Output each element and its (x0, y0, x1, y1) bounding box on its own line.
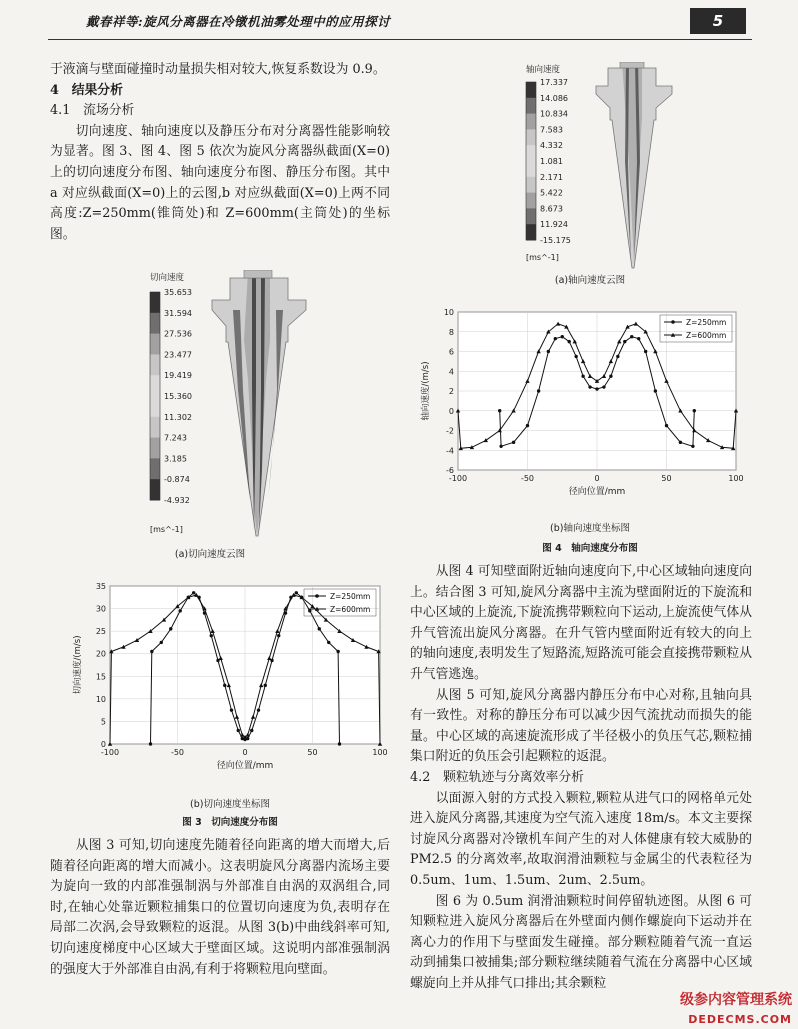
page-header (0, 0, 798, 44)
data-point (318, 627, 321, 630)
colorbar-band (526, 98, 536, 114)
colorbar-band (526, 208, 536, 224)
data-point (693, 409, 696, 412)
y-tick-label: 0 (100, 740, 106, 749)
page-number: 5 (690, 8, 746, 34)
subsection-heading-particle: 4.2 颗粒轨迹与分离效率分析 (410, 769, 584, 785)
y-tick-label: -4 (446, 446, 454, 456)
data-point (499, 445, 502, 448)
data-point (223, 684, 226, 687)
y-tick-label: 15 (95, 672, 106, 682)
watermark-logo-text: 级参内容管理系统 (680, 992, 792, 1008)
x-tick-label: 0 (594, 474, 600, 483)
data-point (691, 445, 694, 448)
colorbar-band (150, 417, 160, 438)
colorbar-band (150, 479, 160, 500)
data-point (336, 650, 339, 653)
x-tick-label: -50 (170, 748, 185, 757)
data-point (644, 350, 647, 353)
paragraph-flow-intro: 切向速度、轴向速度以及静压分布对分离器性能影响较为显著。图 3、图 4、图 5 依次为旋风分离器纵截面(X=0)上的切向速度分布图、轴向速度分布图、静压分布图。其中 a 对应纵截面(X=0)上的云图,b 对应纵截面(X=0)上两不同高度:Z=250mm(锥筒处)和 Z=600mm(主筒处)的坐标图。 (50, 123, 390, 242)
x-tick-label: -100 (100, 748, 120, 757)
left-column-top (50, 60, 390, 245)
colorbar-band (150, 313, 160, 334)
data-point (595, 387, 598, 390)
data-point (179, 609, 182, 612)
data-point (537, 389, 540, 392)
watermark-domain: DEDECMS.COM (688, 1013, 792, 1026)
fig3b-svg (70, 578, 390, 778)
colorbar-level-label: 31.594 (164, 308, 192, 318)
fig3a-subcaption: (a)切向速度云图 (174, 549, 246, 560)
data-point (338, 742, 341, 745)
x-tick-label: 100 (372, 748, 388, 757)
data-point (630, 335, 633, 338)
fig3a-contour (140, 270, 320, 542)
y-tick-label: 5 (100, 717, 106, 727)
legend-title: 轴向速度 (526, 65, 561, 75)
data-point (210, 634, 213, 637)
fig4-caption: 图 4 轴向速度分布图 (542, 543, 638, 554)
y-tick-label: -2 (446, 426, 454, 436)
data-point (498, 409, 501, 412)
x-tick-label: 100 (728, 474, 744, 483)
x-axis-label: 径向位置/mm (568, 487, 626, 497)
y-tick-label: 35 (95, 582, 106, 591)
y-tick-label: 30 (95, 604, 106, 614)
data-point (295, 591, 298, 594)
colorbar-level-label: 14.086 (540, 93, 568, 103)
data-point (568, 340, 571, 343)
colorbar-level-label: 7.583 (540, 125, 563, 135)
data-point (679, 441, 682, 444)
cyclone-body (212, 270, 306, 536)
colorbar-levels (540, 78, 571, 245)
x-tick-label: -100 (448, 474, 468, 483)
colorbar-level-label: 7.243 (164, 433, 187, 443)
colorbar-band (150, 458, 160, 479)
y-tick-label: 4 (448, 367, 454, 377)
colorbar-level-label: 11.924 (540, 220, 568, 230)
paragraph-particle-method: 以面源入射的方式投入颗粒,颗粒从进气口的网格单元处进入旋风分离器,其速度为空气流入速度 18m/s。本文主要探讨旋风分离器对冷镦机车间产生的对人体健康有较大威胁的 PM2.5 的分离效率,故取润滑油颗粒与金属尘的代表粒径为 0.5um、1um、1.5um、2um、2.5um。 (410, 790, 752, 888)
y-tick-label: 8 (448, 327, 454, 337)
colorbar-level-label: 27.536 (164, 329, 192, 339)
y-axis-label: 切向速度/(m/s) (73, 635, 83, 695)
data-point (257, 708, 260, 711)
x-tick-label: 50 (661, 474, 672, 483)
data-point (637, 337, 640, 340)
header-rule (48, 39, 752, 40)
data-point (554, 337, 557, 340)
colorbar-level-label: 1.081 (540, 157, 563, 166)
paragraph-continuation: 于液滴与壁面碰撞时动量损失相对较大,恢复系数设为 0.9。 (50, 62, 386, 77)
legend-entry: Z=600mm (330, 605, 371, 614)
running-title: 戴春祥等:旋风分离器在冷镦机油雾处理中的应用探讨 (86, 14, 391, 29)
cyclone-body (596, 62, 672, 268)
data-point (623, 340, 626, 343)
x-tick-label: 0 (242, 748, 248, 757)
colorbar-level-label: -0.874 (164, 475, 190, 485)
y-tick-label: 25 (95, 627, 106, 637)
data-point (230, 708, 233, 711)
data-point (327, 641, 330, 644)
colorbar-level-label: 4.332 (540, 141, 563, 151)
legend-title: 切向速度 (150, 273, 185, 283)
colorbar-level-label: -4.932 (164, 496, 190, 505)
legend-entry: Z=250mm (686, 318, 727, 327)
fig4b-subcaption: (b)轴向速度坐标图 (550, 523, 630, 534)
fig4b-chart (418, 304, 746, 504)
data-point (308, 609, 311, 612)
colorbar-levels (164, 288, 192, 505)
data-point (574, 355, 577, 358)
data-point (264, 684, 267, 687)
data-point (616, 355, 619, 358)
fig4a-subcaption: (a)轴向速度云图 (554, 275, 626, 286)
fig3-caption: 图 3 切向速度分布图 (182, 817, 278, 828)
colorbar-band (526, 114, 536, 130)
data-point (150, 650, 153, 653)
colorbar-level-label: 35.653 (164, 288, 192, 297)
colorbar-level-label: 5.422 (540, 188, 563, 198)
data-point (250, 729, 253, 732)
colorbar-band (150, 354, 160, 375)
subsection-heading-flow: 4.1 流场分析 (50, 103, 135, 119)
y-axis-label: 轴向速度/(m/s) (421, 361, 431, 421)
data-point (169, 627, 172, 630)
data-point (526, 424, 529, 427)
colorbar-level-label: 2.171 (540, 172, 563, 182)
fig4a-contour (516, 62, 696, 272)
legend-unit: [ms^-1] (150, 525, 183, 534)
colorbar-level-label: 8.673 (540, 204, 563, 214)
colorbar-band (526, 224, 536, 240)
colorbar-level-label: 10.834 (540, 109, 568, 119)
colorbar-level-label: 11.302 (164, 412, 192, 422)
colorbar-band (150, 438, 160, 459)
colorbar-level-label: 15.360 (164, 392, 192, 401)
colorbar (526, 82, 536, 241)
legend-marker (671, 320, 675, 324)
y-tick-label: 6 (448, 347, 454, 357)
colorbar-level-label: 17.337 (540, 78, 568, 87)
data-point (665, 424, 668, 427)
right-column-bottom (410, 562, 752, 994)
data-point (512, 441, 515, 444)
data-point (609, 374, 612, 377)
colorbar-band (150, 292, 160, 313)
colorbar-level-label: -15.175 (540, 236, 571, 245)
y-tick-label: 20 (95, 649, 106, 659)
data-point (602, 385, 605, 388)
legend-entry: Z=250mm (330, 592, 371, 601)
colorbar-band (526, 193, 536, 209)
paragraph-fig6-discussion: 图 6 为 0.5um 润滑油颗粒时间停留轨迹图。从图 6 可知颗粒进入旋风分离器后在外壁面内侧作螺旋向下运动并在离心力的作用下与壁面发生碰撞。部分颗粒随着气流一直运动到捕集口被捕集;部分颗粒继续随着气流在分离器中心区域螺旋向上并从排气口排出;其余颗粒 (410, 893, 752, 991)
colorbar-level-label: 19.419 (164, 371, 192, 381)
colorbar-band (526, 161, 536, 177)
x-tick-label: 50 (307, 748, 318, 757)
left-column-bottom (50, 836, 390, 980)
colorbar-level-label: 3.185 (164, 454, 187, 464)
y-tick-label: 10 (95, 694, 106, 704)
legend-unit: [ms^-1] (526, 253, 559, 262)
data-point (149, 742, 152, 745)
legend-entry: Z=600mm (686, 331, 727, 340)
data-point (237, 729, 240, 732)
fig4a-svg (516, 62, 696, 272)
data-point (581, 374, 584, 377)
fig3b-chart (70, 578, 390, 778)
section-heading-results: 4 结果分析 (50, 82, 123, 98)
fig3a-svg (140, 270, 320, 542)
colorbar-band (150, 375, 160, 396)
paragraph-fig4-discussion: 从图 4 可知壁面附近轴向速度向下,中心区域轴向速度向上。结合图 3 可知,旋风分离器中主流为壁面附近的下旋流和中心区域的上旋流,下旋流携带颗粒向下运动,上旋流使气体从升气管流出旋风分离器。在升气管内壁面附近有较大的向上的轴向速度,表明发生了短路流,短路流可能会直接携带颗粒从升气管逃逸。 (410, 564, 752, 682)
paragraph-fig5-discussion: 从图 5 可知,旋风分离器内静压分布中心对称,且轴向具有一致性。对称的静压分布可以减少因气流扰动而损失的能量。中心区域的高速旋流形成了半径极小的负压气芯,颗粒捕集口附近的负压会引起颗粒的返混。 (410, 687, 752, 765)
colorbar-band (526, 82, 536, 98)
data-point (561, 335, 564, 338)
colorbar-band (526, 129, 536, 145)
legend-marker (315, 594, 319, 598)
data-point (277, 634, 280, 637)
y-tick-label: 10 (443, 308, 454, 317)
data-point (547, 350, 550, 353)
colorbar-level-label: 23.477 (164, 350, 192, 360)
colorbar-band (526, 145, 536, 161)
y-tick-label: 2 (448, 387, 454, 396)
data-point (654, 389, 657, 392)
fig4b-svg (418, 304, 746, 504)
x-axis-label: 径向位置/mm (216, 761, 274, 771)
y-tick-label: 0 (448, 406, 454, 416)
colorbar-band (150, 334, 160, 355)
fig3b-subcaption: (b)切向速度坐标图 (190, 799, 270, 810)
colorbar-band (526, 177, 536, 193)
data-point (192, 591, 195, 594)
x-tick-label: -50 (520, 474, 535, 483)
colorbar (150, 292, 160, 501)
y-tick-label: -6 (446, 466, 454, 475)
colorbar-band (150, 396, 160, 417)
data-point (160, 641, 163, 644)
data-point (588, 385, 591, 388)
paragraph-fig3-discussion: 从图 3 可知,切向速度先随着径向距离的增大而增大,后随着径向距离的增大而减小。这表明旋风分离器内流场主要为旋向一致的内部准强制涡与外部准自由涡的双涡组合,同时,在轴心处靠近颗粒捕集口的位置切向速度为负,表明存在局部二次涡,会导致颗粒的返混。从图 3(b)中曲线斜率可知,切向速度梯度中心区域大于壁面区域。这说明内部准强制涡的强度大于外部准自由涡,有利于将颗粒甩向壁面。 (50, 838, 390, 977)
